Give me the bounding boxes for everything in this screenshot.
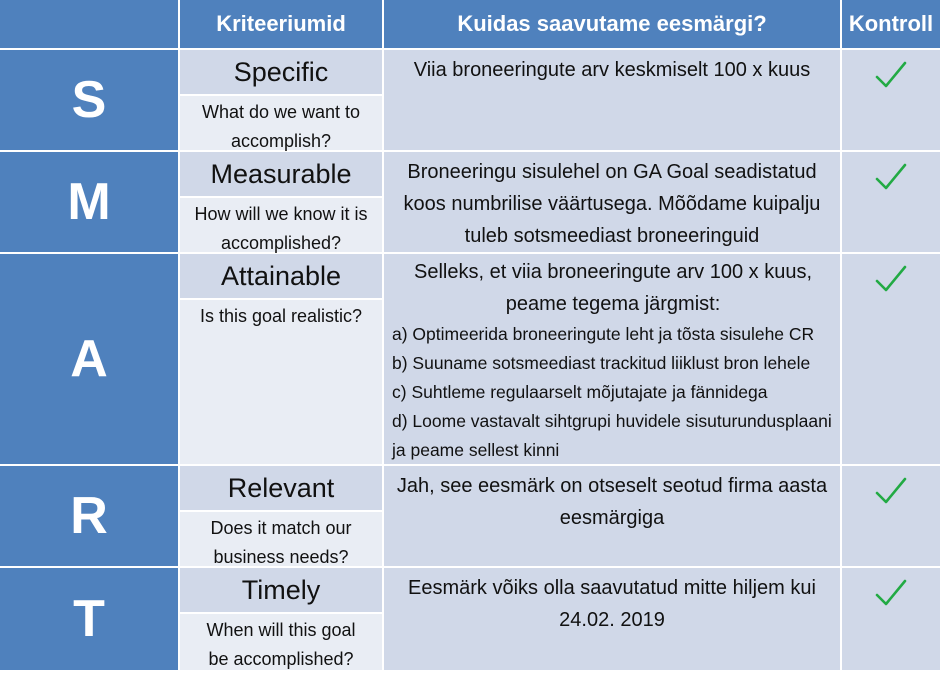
check-cell-attainable bbox=[842, 254, 940, 464]
criterion-relevant: Relevant bbox=[180, 466, 382, 510]
header-blank-cell bbox=[0, 0, 178, 48]
answer-specific: Viia broneeringute arv keskmiselt 100 x kuus bbox=[384, 50, 840, 150]
letter-a: A bbox=[0, 254, 178, 464]
check-cell-measurable bbox=[842, 152, 940, 252]
question-timely: When will this goal be accomplished? bbox=[180, 614, 382, 670]
letter-s: S bbox=[0, 50, 178, 150]
check-cell-specific bbox=[842, 50, 940, 150]
header-check: Kontroll bbox=[842, 0, 940, 48]
criterion-specific: Specific bbox=[180, 50, 382, 94]
answer-relevant: Jah, see eesmärk on otseselt seotud firma aasta eesmärgiga bbox=[384, 466, 840, 566]
answer-measurable: Broneeringu sisulehel on GA Goal seadistatud koos numbrilise väärtusega. Mõõdame kuipalju tuleb sotsmeediast broneeringuid bbox=[384, 152, 840, 252]
criterion-attainable: Attainable bbox=[180, 254, 382, 298]
checkmark-icon bbox=[874, 162, 908, 192]
letter-t: T bbox=[0, 568, 178, 670]
checkmark-icon bbox=[874, 476, 908, 506]
letter-m: M bbox=[0, 152, 178, 252]
criterion-measurable: Measurable bbox=[180, 152, 382, 196]
answer-item: b) Suuname sotsmeediast trackitud liiklust bron lehele bbox=[392, 353, 811, 373]
answer-timely: Eesmärk võiks olla saavutatud mitte hiljem kui 24.02. 2019 bbox=[384, 568, 840, 670]
question-relevant: Does it match our business needs? bbox=[180, 512, 382, 566]
check-cell-relevant bbox=[842, 466, 940, 566]
question-specific: What do we want to accomplish? bbox=[180, 96, 382, 150]
check-cell-timely bbox=[842, 568, 940, 670]
checkmark-icon bbox=[874, 60, 908, 90]
checkmark-icon bbox=[874, 264, 908, 294]
question-measurable: How will we know it is accomplished? bbox=[180, 198, 382, 252]
answer-attainable-lead: Selleks, et viia broneeringute arv 100 x kuus, peame tegema järgmist: bbox=[414, 261, 812, 315]
criterion-timely: Timely bbox=[180, 568, 382, 612]
header-how: Kuidas saavutame eesmärgi? bbox=[384, 0, 840, 48]
header-criteria: Kriteeriumid bbox=[180, 0, 382, 48]
question-attainable: Is this goal realistic? bbox=[180, 300, 382, 464]
answer-attainable bbox=[384, 254, 840, 464]
answer-item: d) Loome vastavalt sihtgrupi huvidele sisuturundusplaani ja peame sellest kinni bbox=[392, 411, 832, 460]
checkmark-icon bbox=[874, 578, 908, 608]
answer-item: a) Optimeerida broneeringute leht ja tõsta sisulehe CR bbox=[392, 324, 815, 344]
letter-r: R bbox=[0, 466, 178, 566]
answer-item: c) Suhtleme regulaarselt mõjutajate ja fännidega bbox=[392, 382, 768, 402]
